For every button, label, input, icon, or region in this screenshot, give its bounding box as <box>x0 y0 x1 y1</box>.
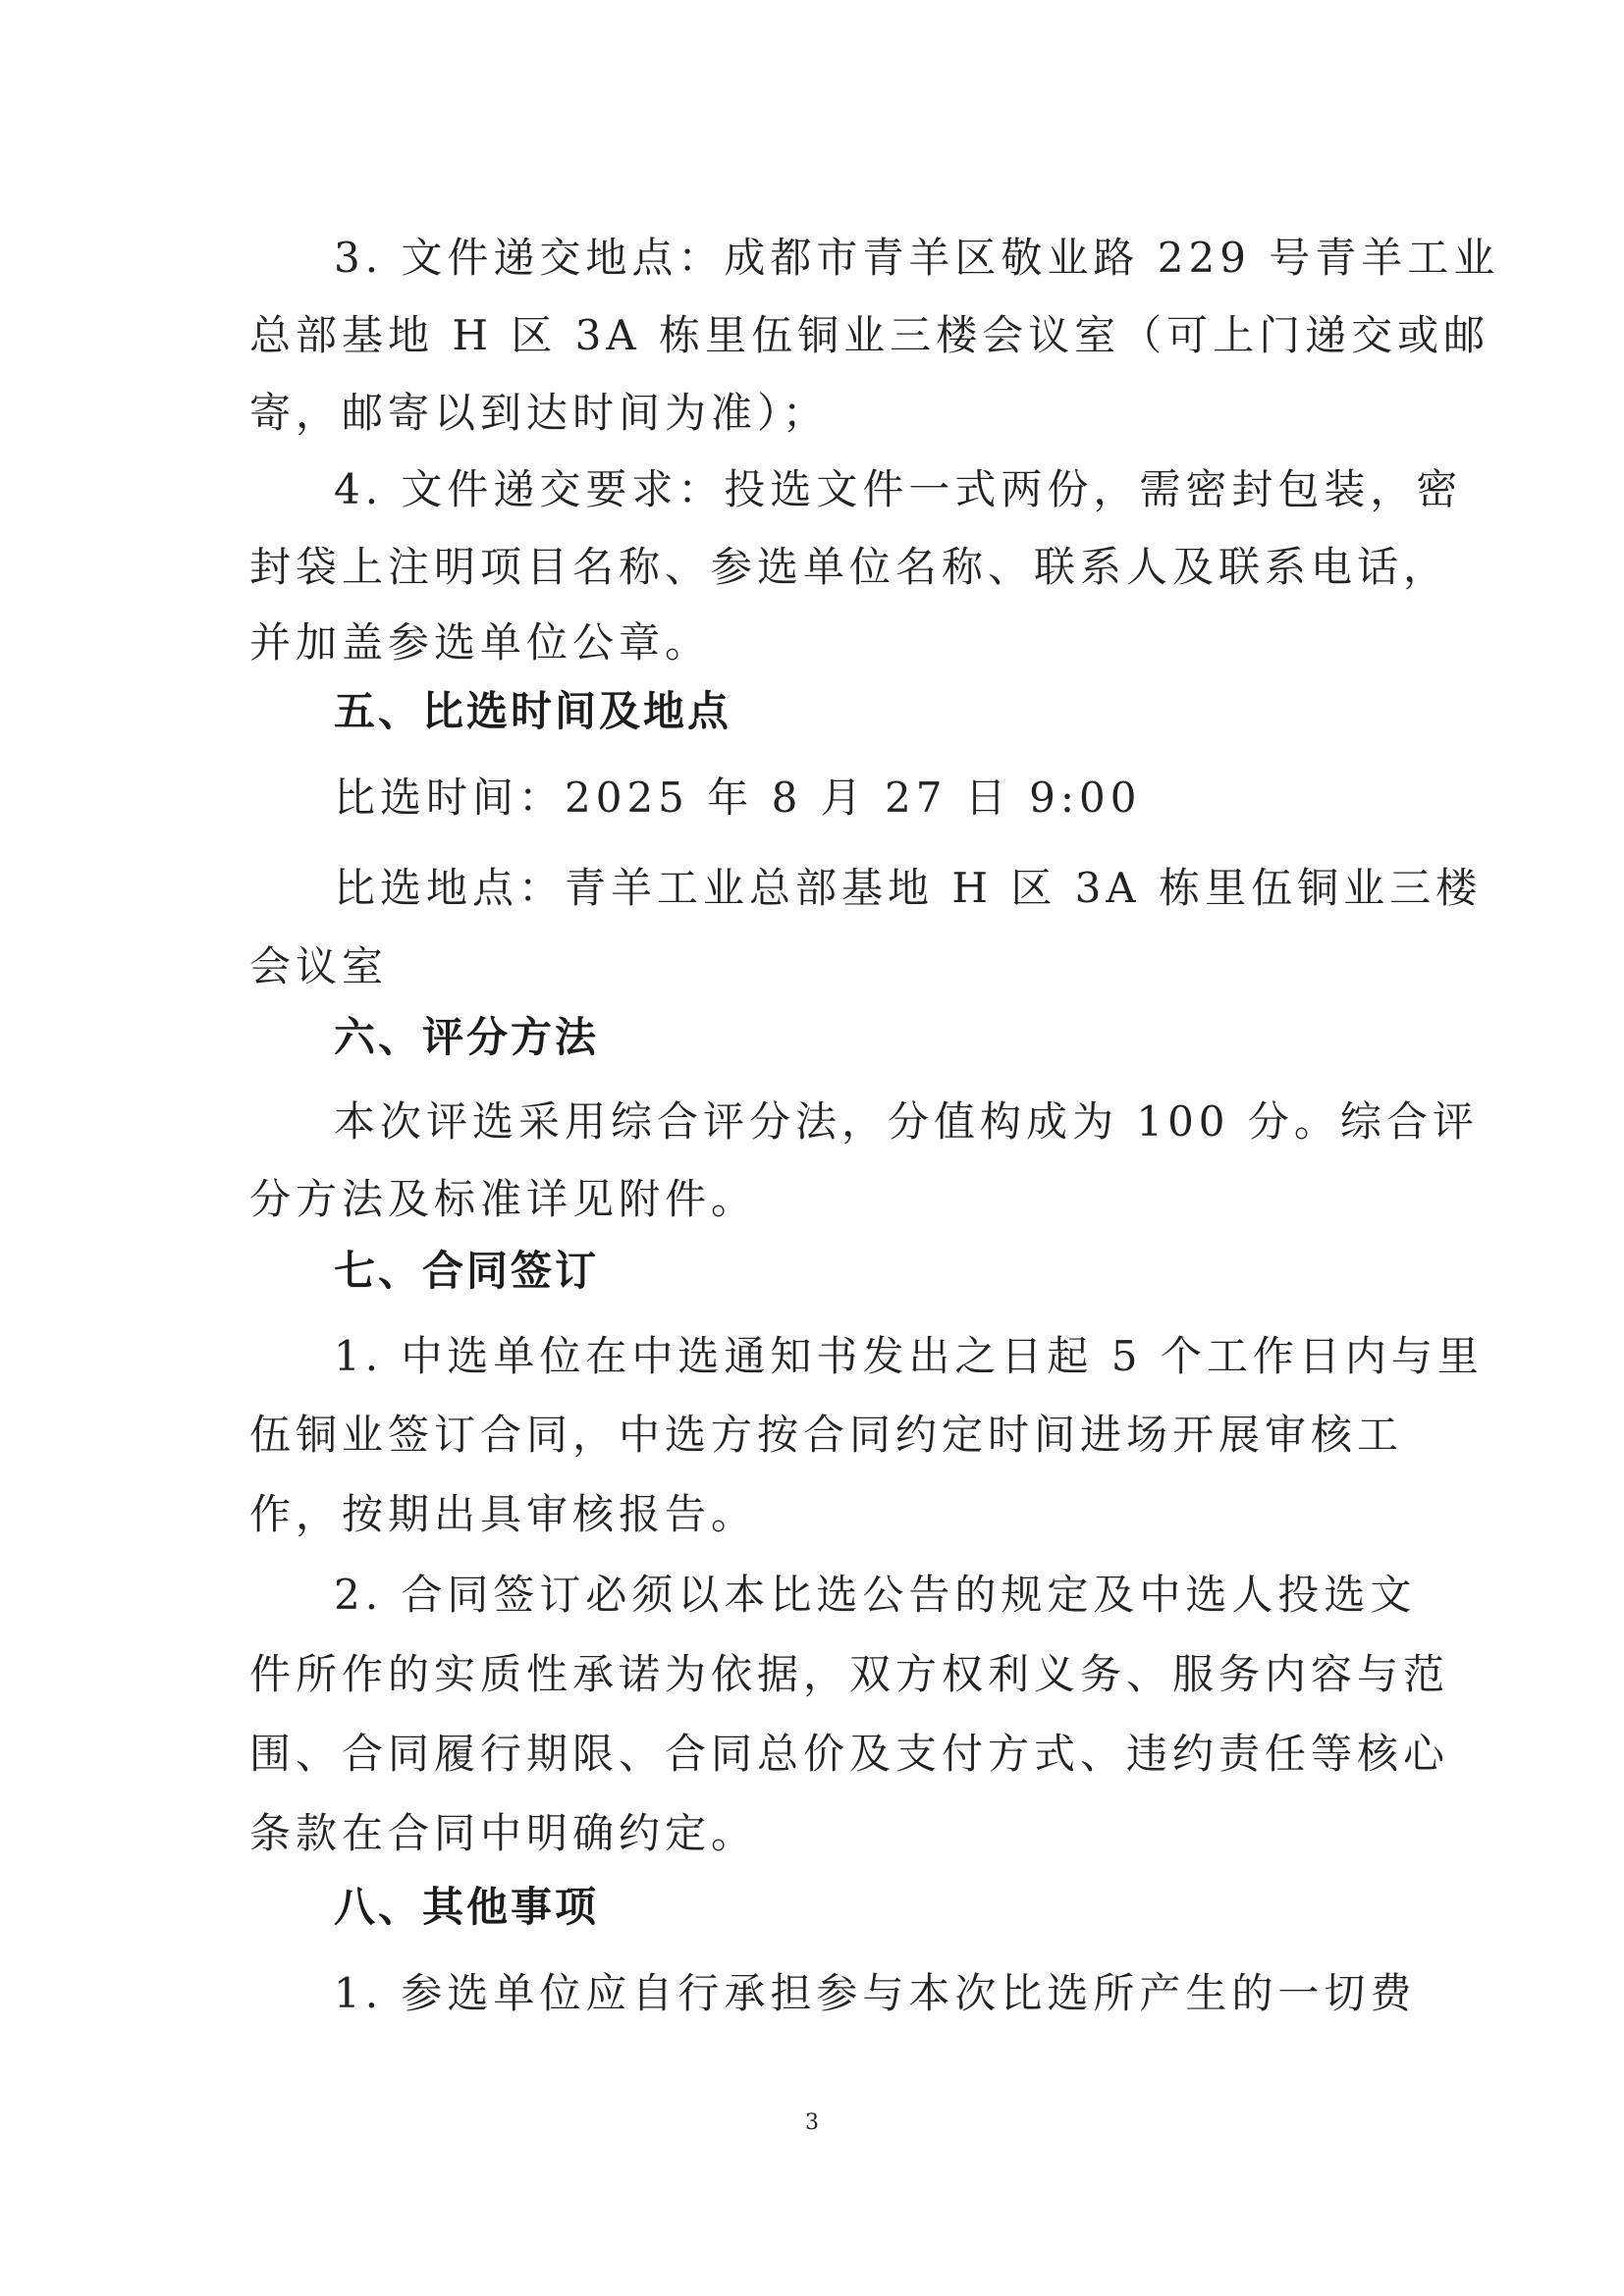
page-number: 3 <box>805 2110 819 2135</box>
section7-heading: 七、合同签订 <box>334 1247 600 1295</box>
section7-item2-line2: 件所作的实质性承诺为依据，双方权利义务、服务内容与范 <box>249 1650 1450 1698</box>
section8-item1-line1: 1. 参选单位应自行承担参与本次比选所产生的一切费 <box>334 1969 1417 2017</box>
item3-line2: 总部基地 H 区 3A 栋里伍铜业三楼会议室（可上门递交或邮 <box>249 311 1490 359</box>
section5-place-line2: 会议室 <box>249 942 389 990</box>
section8-heading: 八、其他事项 <box>334 1883 600 1931</box>
section5-heading: 五、比选时间及地点 <box>334 687 732 735</box>
section6-heading: 六、评分方法 <box>334 1013 600 1061</box>
item4-line2: 封袋上注明项目名称、参选单位名称、联系人及联系电话， <box>249 543 1450 591</box>
item4-line3: 并加盖参选单位公章。 <box>249 618 712 667</box>
section7-item1-line2: 伍铜业签订合同，中选方按合同约定时间进场开展审核工 <box>249 1411 1404 1459</box>
section5-place-line1: 比选地点：青羊工业总部基地 H 区 3A 栋里伍铜业三楼 <box>334 864 1483 912</box>
section7-item1-line3: 作，按期出具审核报告。 <box>249 1490 758 1538</box>
section7-item2-line1: 2. 合同签订必须以本比选公告的规定及中选人投选文 <box>334 1571 1417 1619</box>
section6-line2: 分方法及标准详见附件。 <box>249 1175 758 1223</box>
section7-item2-line3: 围、合同履行期限、合同总价及支付方式、违约责任等核心 <box>249 1730 1450 1778</box>
section7-item2-line4: 条款在合同中明确约定。 <box>249 1809 758 1857</box>
item3-line3: 寄，邮寄以到达时间为准）； <box>249 389 830 437</box>
section7-item1-line1: 1. 中选单位在中选通知书发出之日起 5 个工作日内与里 <box>334 1332 1484 1380</box>
item4-line1: 4. 文件递交要求：投选文件一式两份，需密封包装，密 <box>334 465 1463 513</box>
section6-line1: 本次评选采用综合评分法，分值构成为 100 分。综合评 <box>334 1097 1479 1146</box>
section5-time: 比选时间：2025 年 8 月 27 日 9:00 <box>334 774 1142 822</box>
item3-line1: 3. 文件递交地点：成都市青羊区敬业路 229 号青羊工业 <box>334 234 1500 282</box>
